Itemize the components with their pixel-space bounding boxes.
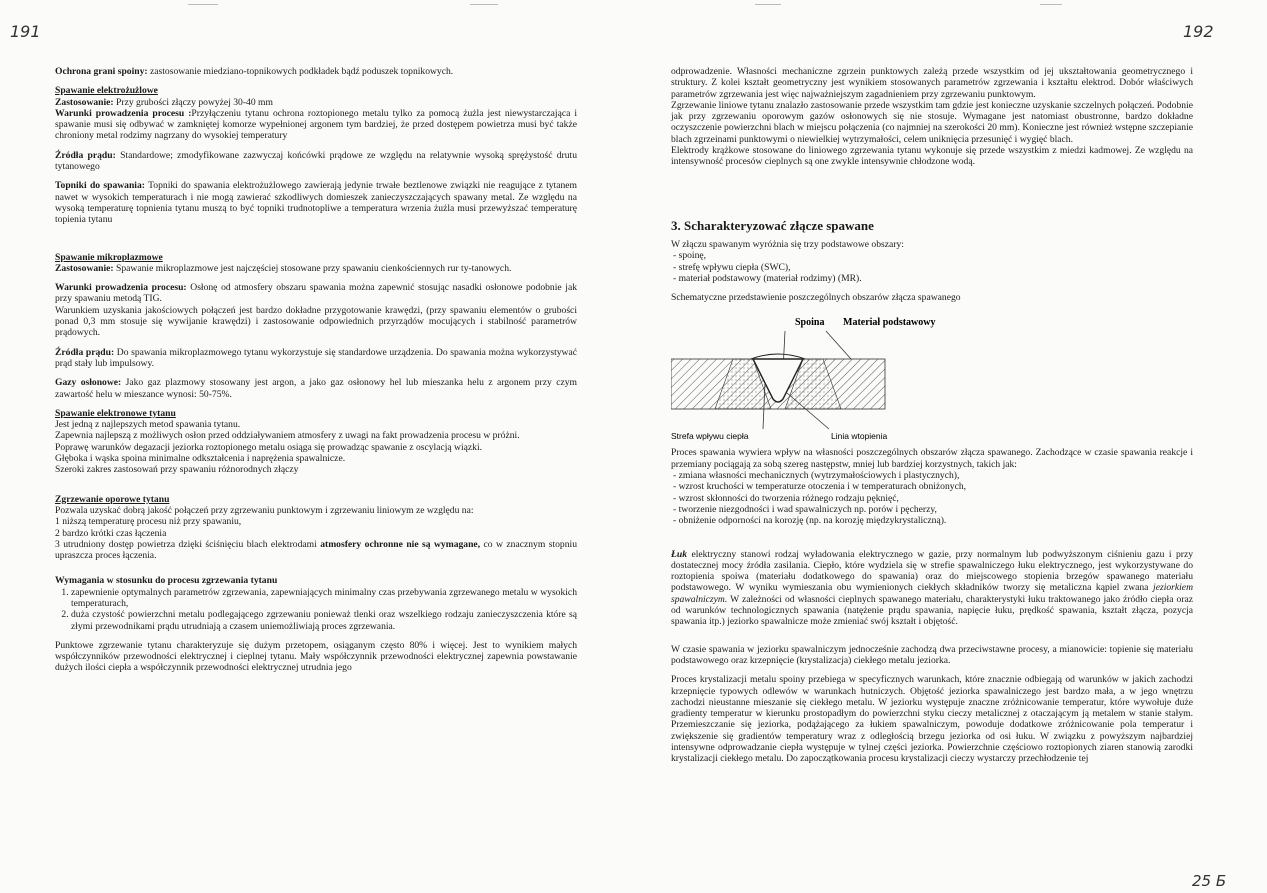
list-item: - tworzenie niezgodności i wad spawalniczych np. porów i pęcherzy, xyxy=(683,504,1193,515)
list-item: - strefę wpływu ciepła (SWC), xyxy=(683,262,1193,273)
section-title: 3. Scharakteryzować złącze spawane xyxy=(671,217,874,233)
page-number-right: 192 xyxy=(1183,22,1214,41)
effects-list xyxy=(671,470,1193,526)
left-page xyxy=(55,66,577,674)
paragraph: Proces spawania wywiera wpływ na własności poszczególnych obszarów złącza spawanego. Zachodzące w czasie spawania reakcje i przemiany pociągają za sobą szereg następstw, mniej lub bardziej korzystnych, takich jak: xyxy=(671,447,1193,470)
label-linia: Linia wtopienia xyxy=(831,431,888,442)
paragraph: Schematyczne przedstawienie poszczególnych obszarów złącza spawanego xyxy=(671,292,961,304)
areas-list xyxy=(671,250,1193,284)
list-item: 1. zapewnienie optymalnych parametrów zgrzewania, zapewniających minimalny czas przebywania zgrzewanego metalu w wysokich temperaturach, xyxy=(71,587,577,610)
wymagania-list xyxy=(55,587,577,632)
paragraph: Elektrody krążkowe stosowane do liniowego zgrzewania tytanu wykonuje się przede wszystkim z miedzi kadmowej. Ze względu na intensywność procesów cieplnych są one zwykle intensywnie chłodzone wodą. xyxy=(671,145,1193,168)
scan-mark xyxy=(188,4,218,5)
scan-mark xyxy=(1040,4,1062,5)
label-material: Materiał podstawowy xyxy=(843,317,936,329)
label-swc: Strefa wpływu ciepła xyxy=(671,431,749,442)
list-item: 2. duża czystość powierzchni metalu podlegającego zgrzewaniu ponieważ tlenki oraz wszelkiego rodzaju zanieczyszczenia które są złymi przewodnikami prądu utrudniają a czasem uniemożliwiają proces zgrzewania. xyxy=(71,609,577,632)
paragraph: Pozwala uzyskać dobrą jakość połączeń przy zgrzewaniu punktowym i zgrzewaniu liniowym ze względu na: xyxy=(55,504,474,516)
paragraph: Zgrzewanie liniowe tytanu znalazło zastosowanie przede wszystkim tam gdzie jest konieczne uzyskanie szczelnych połączeń. Podobnie jak przy zgrzewaniu oporowym gazów osłonowych się nie stosuje. Wymagane jest natomiast obustronne, bardzo dokładne oczyszczenie powierzchni blach w miejscu połączenia (co najmniej na szerokości 20 mm). Konieczne jest również wstępne szczepianie blach zgrzeinami punktowymi o niewielkiej wytrzymałości, celem uniknięcia przesunięć i wygięć blach. xyxy=(671,99,1193,145)
paragraph: Gazy osłonowe: Jako gaz plazmowy stosowany jest argon, a jako gaz osłonowy hel lub mieszanka helu z argonem przy czym zawartość helu w mieszance wynosi: 50-75%. xyxy=(55,377,577,400)
list-item: 1 niższą temperaturę procesu niż przy spawaniu, xyxy=(55,516,242,528)
weld-joint-svg xyxy=(671,311,1193,441)
paragraph: Punktowe zgrzewanie tytanu charakteryzuje się dużym przetopem, osiąganym często 80% i więcej. Jest to wynikiem małych współczynników przewodności elektrycznej i cieplnej tytanu. Mały współczynnik przewodności elektrycznej zapewnia powstawanie dużych ilości ciepła a współczynnik przewodności elektrycznej utrudnia jego xyxy=(55,639,577,674)
scan-mark xyxy=(470,4,498,5)
right-page xyxy=(671,66,1193,765)
list-item: - spoinę, xyxy=(683,250,1193,261)
heading-elektrozuzlowe: Spawanie elektrożużlowe xyxy=(55,85,158,97)
paragraph: odprowadzenie. Własności mechaniczne zgrzein punktowych zależą przede wszystkim od jej ukształtowania geometrycznego i struktury. Z kolei kształt geometryczny jest wynikiem stosowanych parametrów zgrzewania i kształtu elektrod. Dobór właściwych parametrów zgrzewania jest więc najważniejszym zagadnieniem przy zgrzewaniu punktowym. xyxy=(671,66,1193,100)
paragraph: Zastosowanie: Spawanie mikroplazmowe jest najczęściej stosowane przy spawaniu cienkościennych rur ty-tanowych. xyxy=(55,262,512,274)
line: Zapewnia najlepszą z możliwych osłon przed oddziaływaniem atmosfery z uwagi na fakt prowadzenia procesu w próżni. xyxy=(55,430,520,442)
list-item: - wzrost kruchości w temperaturze otoczenia i w temperaturach obniżonych, xyxy=(683,481,1193,492)
paragraph: W złączu spawanym wyróżnia się trzy podstawowe obszary: xyxy=(671,238,904,250)
list-item: 3 utrudniony dostęp powietrza dzięki ściśnięciu blach elektrodami atmosfery ochronne nie są wymagane, co w znacznym stopniu upraszcza proces łączenia. xyxy=(55,538,577,562)
heading-oporowe: Zgrzewanie oporowe tytanu xyxy=(55,493,170,505)
page-number-bottom: 25 Б xyxy=(1192,872,1227,890)
paragraph: W czasie spawania w jeziorku spawalniczym jednocześnie zachodzą dwa przeciwstawne procesy, a mianowicie: topienie się materiału podstawowego oraz krzepnięcie (krystalizacja) ciekłego metalu jeziorka. xyxy=(671,643,1193,666)
list-item: - obniżenie odporności na korozję (np. na korozję międzykrystaliczną). xyxy=(683,515,1193,526)
heading-mikroplazmowe: Spawanie mikroplazmowe xyxy=(55,251,163,263)
list-item: - wzrost skłonności do tworzenia różnego rodzaju pęknięć, xyxy=(683,493,1193,504)
paragraph: Warunkiem uzyskania jakościowych połączeń jest bardzo dokładne przygotowanie krawędzi, (przy spawaniu elementów o grubości ponad 0,3 mm stosuje się wywijanie krawędzi) i zastosowanie odpowiednich przyrządów mocujących i stabilność parametrów prądowych. xyxy=(55,304,577,339)
line: Poprawę warunków degazacji jeziorka roztopionego metalu osiąga się prowadząc spawanie z oscylacją wiązki. xyxy=(55,441,483,453)
list-item: - zmiana własności mechanicznych (wytrzymałościowych i plastycznych), xyxy=(683,470,1193,481)
paragraph: Zastosowanie: Przy grubości złączy powyżej 30-40 mm xyxy=(55,96,273,108)
luk-paragraph: Łuk elektryczny stanowi rodzaj wyładowania elektrycznego w gazie, przy normalnym lub podwyższonym ciśnieniu gazu i przy dostatecznej mocy źródła zasilania. Ciepło, które wydziela się w strefie spawalniczego łuku elektrycznego, jest wykorzystywane do roztopienia spoiwa (materiału dodatkowego do spawania) oraz do miejscowego stopienia brzegów spawanego materiału podstawowego. W wyniku wymieszania obu wymienionych ciekłych składników tworzy się metaliczna kąpiel zwana jeziorkiem spawalniczym. W zależności od własności cieplnych spawanego materiału, charakterystyki łuku traktowanego jako źródło ciepła oraz od warunków technologicznych spawania (natężenie prądu spawania, napięcie łuku, prędkość spawania, kształt złącza, pozycja spawania itp.) jeziorko spawalnicze może zmieniać swój kształt i objętość. xyxy=(671,548,1193,628)
paragraph: Warunki prowadzenia procesu: Osłonę od atmosfery obszaru spawania można zapewnić stosując nasadki osłonowe podobnie jak przy spawaniu metodą TIG. xyxy=(55,282,577,305)
weld-reinforcement xyxy=(751,354,805,359)
line: Jest jedną z najlepszych metod spawania tytanu. xyxy=(55,419,241,431)
scan-mark xyxy=(755,4,781,5)
paragraph: Proces krystalizacji metalu spoiny przebiega w specyficznych warunkach, które znacznie odbiegają od warunków w jakich zachodzi krzepnięcie typowych odlewów w warunkach hutniczych. Objętość jeziorka spawalniczego jest bardzo mała, a w jego wnętrzu zachodzi nieustanne mieszanie się ciekłego metalu. W jeziorku występuje znaczne zróżnicowanie temperatur, które wywołuje duże gradienty temperatur w kierunku prostopadłym do powierzchni styku cieczy metalicznej z otaczającym ją metalem w stanie stałym. Przemieszczanie się jeziorka, podążającego za łukiem spawalniczym, powoduje dodatkowe zróżnicowanie pola temperatur i zwiększenie się gradientów temperatury wraz z odległością brzegu jeziorka od osi łuku. W związku z powyższym najbardziej intensywne odprowadzanie ciepła występuje w tylnej części jeziorka. Powierzchnie częściowo roztopionych ziaren stanowią zarodki krystalizacji ciekłego metalu. Do zapoczątkowania procesu krystalizacji cieczy wystarczy przechłodzenie tej xyxy=(671,674,1193,765)
list-item: - materiał podstawowy (materiał rodzimy) (MR). xyxy=(683,273,1193,284)
paragraph: Topniki do spawania: Topniki do spawania elektrożużlowego zawierają jedynie trwałe beztlenowe związki nie reagujące z tytanem nawet w wysokich temperaturach i nie mogą zawierać szkodliwych domieszek zanieczyszczających spawany metal. Ze względu na wysoką temperaturę topnienia tytanu muszą to być topniki trudnotopliwe a temperatura wrzenia żużla musi przewyższać temperaturę topienia tytanu xyxy=(55,180,577,226)
page-number-left: 191 xyxy=(10,22,41,41)
heading-wymagania: Wymagania w stosunku do procesu zgrzewania tytanu xyxy=(55,575,278,587)
paragraph: Źródła prądu: Standardowe; zmodyfikowane zazwyczaj końcówki prądowe ze względu na relatywnie wysoką sprężystość drutu tytanowego xyxy=(55,149,577,173)
line: Szeroki zakres zastosowań przy spawaniu różnorodnych złączy xyxy=(55,464,299,476)
paragraph: Warunki prowadzenia procesu :Przyłączeniu tytanu ochrona roztopionego metalu tylko za pomocą żużla jest niewystarczająca i spawanie musi się odbywać w zamkniętej komorze wypełnionej argonem tym bardziej, że przed dostępem powietrza musi być także chroniony metal rodzimy nagrzany do wysokiej temperatury xyxy=(55,107,578,142)
line: Głęboka i wąska spoina minimalne odkształcenia i naprężenia spawalnicze. xyxy=(55,453,346,465)
weld-joint-diagram xyxy=(671,311,1193,441)
label-spoina: Spoina xyxy=(795,317,825,329)
leader-line xyxy=(826,331,851,359)
paragraph: Źródła prądu: Do spawania mikroplazmowego tytanu wykorzystuje się standardowe urządzenia. Do spawania można wykorzystywać prąd stały lub impulsowy. xyxy=(55,346,577,369)
ochrona-paragraph: Ochrona grani spoiny: zastosowanie miedziano-topnikowych podkładek bądź poduszek topnikowych. xyxy=(55,66,454,77)
list-item: 2 bardzo krótki czas łączenia xyxy=(55,527,167,539)
heading-elektronowe: Spawanie elektronowe tytanu xyxy=(55,407,176,419)
